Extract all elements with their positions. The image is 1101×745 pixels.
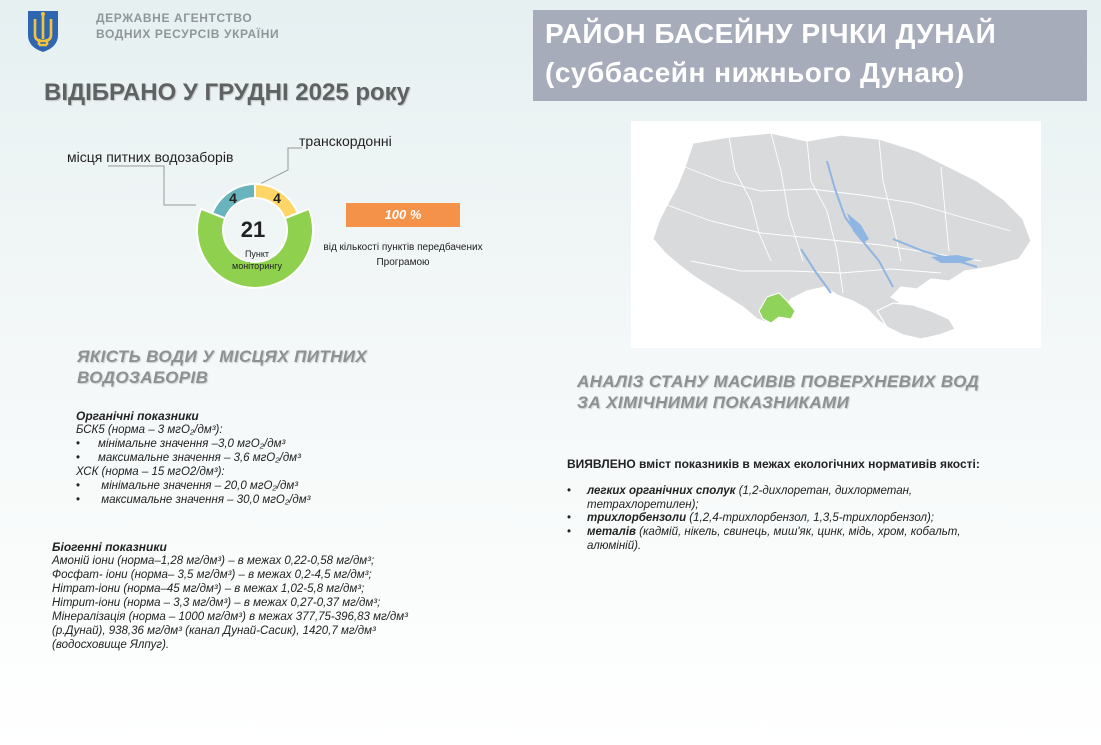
found-within-norms-lead: ВИЯВЛЕНО вміст показників в межах екологічних нормативів якості: [567, 457, 980, 471]
drinking-water-quality-heading [77, 346, 367, 388]
donut-center-label-line1: Пункт [244, 249, 270, 259]
finding-item-light-organics: • легких органічних сполук (1,2-дихлоретан, дихлорметан, тетрахлоретилен); [567, 485, 913, 511]
biogenic-indicators-heading: Біогенні показники [52, 540, 167, 554]
biogenic-indicators-list [52, 554, 408, 652]
drinking-water-heading-line2: ВОДОЗАБОРІВ [77, 368, 209, 387]
donut-center-label-line2: моніторингу [232, 261, 282, 271]
biogenic-line: Мінералізація (норма – 1000 мг/дм³) в межах 377,75-396,83 мг/дм³ [52, 611, 408, 623]
organic-line: • максимальне значення – 3,6 мгО₂/дм³ [76, 452, 301, 464]
title-banner [533, 10, 1087, 101]
coverage-caption-line1: від кількості пунктів передбачених [323, 242, 483, 253]
biogenic-line: Фосфат- іони (норма– 3,5 мг/дм³) – в межах 0,2-4,5 мг/дм³; [52, 569, 372, 581]
callout-label-transboundary: транскордонні [299, 133, 392, 149]
agency-name-line2: ВОДНИХ РЕСУРСІВ УКРАЇНИ [96, 27, 280, 41]
organic-line: БСК5 (норма – 3 мгО₂/дм³): [76, 424, 223, 436]
surface-water-heading-line1: АНАЛІЗ СТАНУ МАСИВІВ ПОВЕРХНЕВИХ ВОД [577, 372, 980, 391]
selected-title: ВІДІБРАНО У ГРУДНІ 2025 року [44, 79, 411, 106]
donut-total: 21 [240, 217, 266, 242]
biogenic-line: (р.Дунай), 938,36 мг/дм³ (канал Дунай-Сасик), 1420,7 мг/дм³ [52, 625, 376, 637]
organic-indicators-list [76, 423, 311, 507]
surface-water-heading-line2: ЗА ХІМІЧНИМИ ПОКАЗНИКАМИ [577, 393, 850, 412]
organic-line: • мінімальне значення –3,0 мгО₂/дм³ [76, 438, 286, 450]
coverage-caption-line2: Програмою [376, 257, 430, 268]
ukraine-basin-map [631, 121, 1041, 348]
biogenic-line: (водосховище Ялпуг). [52, 639, 170, 651]
coverage-percent-badge: 100 % [346, 203, 460, 227]
segment-value-drinking: 4 [229, 189, 237, 206]
trident-logo-icon [24, 9, 62, 53]
finding-item-metals: • металів (кадмій, нікель, свинець, миш'як, цинк, мідь, хром, кобальт, алюміній). [567, 526, 961, 552]
segment-value-transboundary: 4 [273, 189, 281, 206]
organic-line: ХСК (норма – 15 мгО2/дм³): [76, 466, 225, 478]
surface-water-analysis-heading [577, 371, 979, 413]
banner-title-line2: (суббасейн нижнього Дунаю) [545, 57, 965, 88]
organic-line: • максимальне значення – 30,0 мгО₂/дм³ [76, 494, 311, 506]
agency-name-line1: ДЕРЖАВНЕ АГЕНТСТВО [96, 11, 253, 25]
finding-item-trichlorobenzenes: • трихлорбензоли (1,2,4-трихлорбензол, 1,3,5-трихлорбензол); [567, 512, 934, 524]
biogenic-line: Амоній іони (норма–1,28 мг/дм³) – в межах 0,22-0,58 мг/дм³; [52, 555, 375, 567]
callout-label-drinking-intakes: місця питних водозаборів [67, 149, 234, 165]
banner-title-line1: РАЙОН БАСЕЙНУ РІЧКИ ДУНАЙ [545, 18, 997, 49]
coverage-caption [318, 240, 488, 270]
biogenic-line: Нітрит-іони (норма – 3,3 мг/дм³) – в межах 0,27-0,37 мг/дм³; [52, 597, 381, 609]
biogenic-line: Нітрат-іони (норма–45 мг/дм³) – в межах 1,02-5,8 мг/дм³; [52, 583, 365, 595]
organic-line: • мінімальне значення – 20,0 мгО₂/дм³ [76, 480, 299, 492]
drinking-water-heading-line1: ЯКІСТЬ ВОДИ У МІСЦЯХ ПИТНИХ [77, 347, 368, 366]
monitoring-points-donut [185, 160, 325, 300]
organic-indicators-heading: Органічні показники [76, 409, 199, 423]
